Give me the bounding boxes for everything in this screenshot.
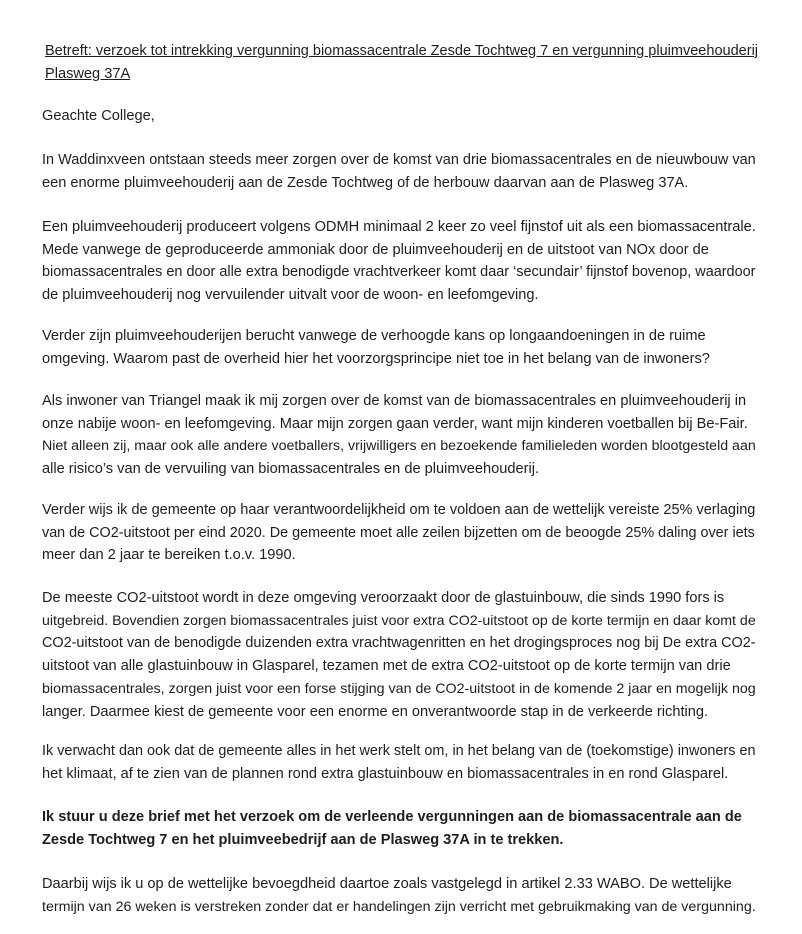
paragraph-line: biomassacentrales en door alle extra benodigde vrachtverkeer komt daar ‘secundair’ fijnstof bovenop, waardoor bbox=[42, 264, 756, 281]
paragraph-line: het klimaat, af te zien van de plannen rond extra glastuinbouw en biomassacentrales in en rond Glasparel. bbox=[42, 765, 729, 782]
paragraph-line: Verder zijn pluimveehouderijen berucht vanwege de verhoogde kans op longaandoeningen in de ruime bbox=[42, 328, 706, 344]
salutation-text: Geachte College, bbox=[42, 108, 155, 124]
paragraph-line: een enorme pluimveehouderij aan de Zesde Tochtweg of de herbouw daarvan aan de Plasweg 37A. bbox=[42, 174, 689, 191]
paragraph-line: biomassacentrales, zorgen juist voor een forse stijging van de CO2-uitstoot in de komende 2 jaar en mogelijk nog bbox=[42, 680, 756, 697]
paragraph-line: meer dan 2 jaar te bereiken t.o.v. 1990. bbox=[42, 547, 296, 564]
paragraph-line: Ik verwacht dan ook dat de gemeente alles in het werk stelt om, in het belang van de (toekomstige) inwoners en bbox=[42, 743, 756, 759]
paragraph-line: Niet alleen zij, maar ook alle andere voetballers, vrijwilligers en bezoekende familieleden worden blootgesteld aan bbox=[42, 438, 756, 455]
paragraph-line: uitstoot van alle glastuinbouw in Glasparel, tezamen met de extra CO2-uitstoot op de korte termijn van drie bbox=[42, 658, 731, 675]
paragraph-line: onze nabije woon- en leefomgeving. Maar mijn zorgen gaan verder, want mijn kinderen voetballen bij Be-Fair. bbox=[42, 415, 748, 432]
paragraph-line: langer. Daarmee kiest de gemeente voor een enorme en onverantwoorde stap in de verkeerde richting. bbox=[42, 703, 709, 720]
paragraph-fine-dust bbox=[42, 216, 754, 307]
paragraph-line: Daarbij wijs ik u op de wettelijke bevoegdheid daartoe zoals vastgelegd in artikel 2.33 WABO. De wettelijke bbox=[42, 876, 732, 892]
paragraph-line: CO2-uitstoot van de benodigde duizenden extra vrachtwagenritten en het drogingsproces nog bij De extra CO2- bbox=[42, 635, 756, 652]
paragraph-line: Verder wijs ik de gemeente op haar verantwoordelijkheid om te voldoen aan de wettelijk vereiste 25% verlaging bbox=[42, 502, 756, 518]
paragraph-glastuinbouw bbox=[42, 587, 754, 723]
paragraph-line: omgeving. Waarom past de overheid hier het voorzorgsprincipe niet toe in het belang van de inwoners? bbox=[42, 350, 710, 367]
paragraph-triangel bbox=[42, 390, 754, 481]
paragraph-expectation bbox=[42, 740, 754, 785]
paragraph-line: Zesde Tochtweg 7 en het pluimveebedrijf aan de Plasweg 37A in te trekken. bbox=[42, 831, 564, 848]
paragraph-request bbox=[42, 806, 754, 851]
paragraph-line: alle risico’s van de vervuiling van biomassacentrales en de pluimveehouderij. bbox=[42, 461, 539, 478]
paragraph-concerns bbox=[42, 149, 754, 194]
paragraph-line: In Waddinxveen ontstaan steeds meer zorgen over de komst van drie biomassacentrales en de nieuwbouw van bbox=[42, 152, 756, 168]
paragraph-line: De meeste CO2-uitstoot wordt in deze omgeving veroorzaakt door de glastuinbouw, die sinds 1990 fors is bbox=[42, 590, 725, 606]
salutation bbox=[42, 105, 754, 128]
paragraph-line: Als inwoner van Triangel maak ik mij zorgen over de komst van de biomassacentrales en pluimveehouderij in bbox=[42, 393, 747, 409]
paragraph-line: Een pluimveehouderij produceert volgens ODMH minimaal 2 keer zo veel fijnstof uit als een biomassacentrale. bbox=[42, 219, 756, 235]
subject-line: Betreft: verzoek tot intrekking vergunning biomassacentrale Zesde Tochtweg 7 en vergunning pluimveehouderij bbox=[45, 43, 759, 59]
paragraph-line: uitgebreid. Bovendien zorgen biomassacentrales juist voor extra CO2-uitstoot op de korte termijn en daar komt de bbox=[42, 612, 756, 629]
paragraph-line: termijn van 26 weken is verstreken zonder dat er handelingen zijn verricht met gebruikmaking van de vergunning. bbox=[42, 898, 756, 915]
paragraph-line: de pluimveehouderij nog vervuilender uitvalt voor de woon- en leefomgeving. bbox=[42, 287, 539, 304]
subject-line: Plasweg 37A bbox=[45, 65, 131, 82]
paragraph-line: Mede vanwege de geproduceerde ammoniak door de pluimveehouderij en de uitstoot van NOx door de bbox=[42, 241, 709, 258]
letter-subject bbox=[45, 40, 757, 85]
paragraph-legal-basis bbox=[42, 873, 754, 918]
paragraph-lung-disease bbox=[42, 325, 754, 370]
paragraph-line: Ik stuur u deze brief met het verzoek om de verleende vergunningen aan de biomassacentrale aan de bbox=[42, 809, 742, 825]
paragraph-line: van de CO2-uitstoot per eind 2020. De gemeente moet alle zeilen bijzetten om de beoogde 25% daling over iets bbox=[42, 524, 755, 541]
paragraph-co2-target bbox=[42, 499, 754, 567]
